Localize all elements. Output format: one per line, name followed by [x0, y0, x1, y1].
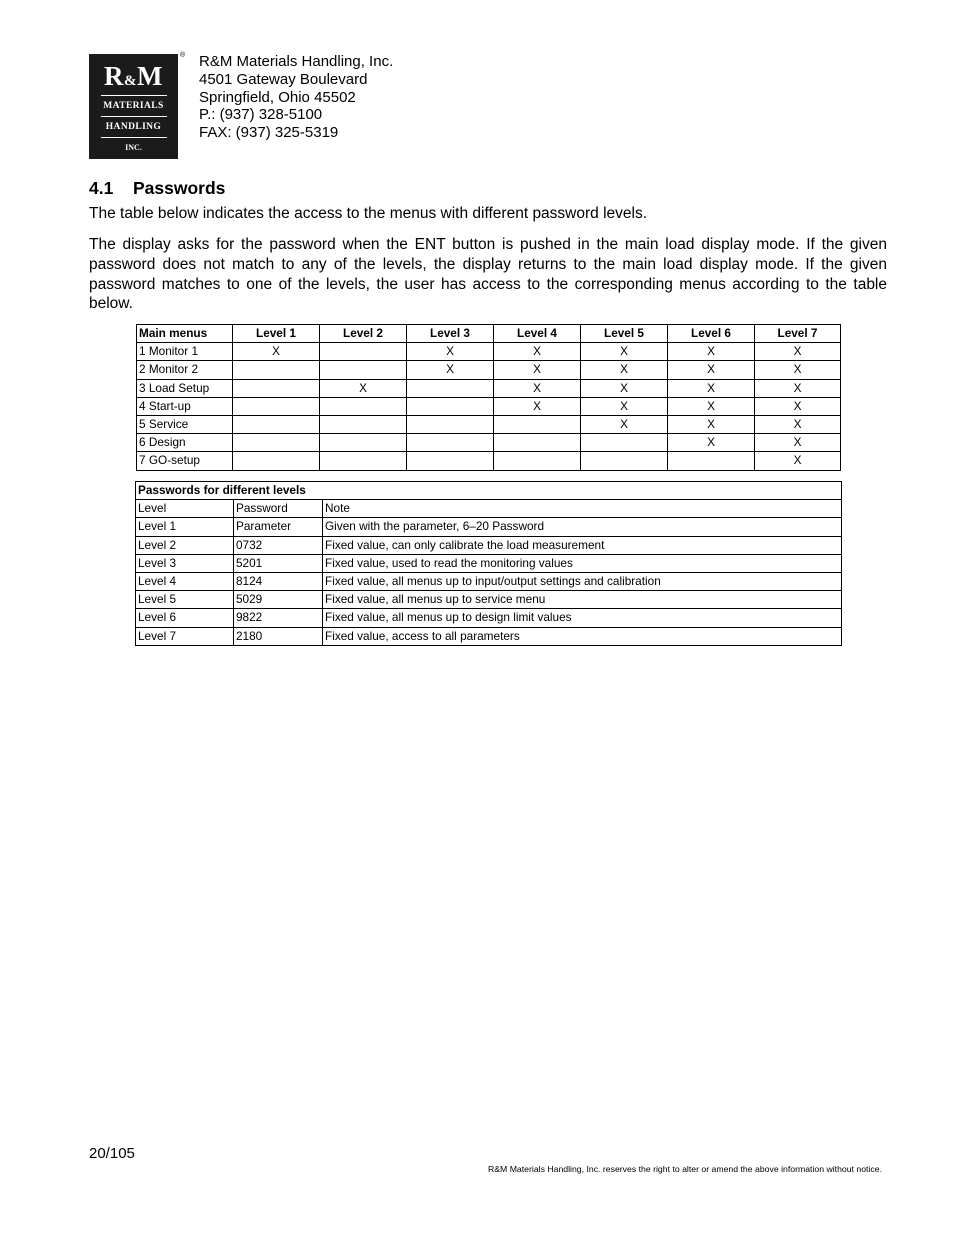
column-header: Level 6: [668, 325, 755, 343]
access-cell: X: [494, 379, 581, 397]
table-row: [136, 591, 842, 609]
access-cell: [407, 452, 494, 470]
level-cell: Level 6: [136, 609, 234, 627]
menu-name-cell: 2 Monitor 2: [137, 361, 233, 379]
access-cell: X: [668, 343, 755, 361]
access-cell: [320, 452, 407, 470]
level-cell: Level 1: [136, 518, 234, 536]
access-cell: X: [233, 343, 320, 361]
access-cell: X: [407, 343, 494, 361]
access-cell: X: [755, 434, 841, 452]
access-cell: X: [494, 397, 581, 415]
access-cell: X: [668, 397, 755, 415]
access-cell: X: [668, 361, 755, 379]
password-cell: 9822: [234, 609, 323, 627]
description-paragraph: The display asks for the password when the ENT button is pushed in the main load display mode. If the given password does not match to any of the levels, the display returns to the main load display mode. If the given password matches to one of the levels, the user has access to the corresponding menus according to the table below.: [89, 236, 887, 313]
note-cell: Fixed value, used to read the monitoring values: [323, 554, 842, 572]
table-row: [136, 554, 842, 572]
company-street: 4501 Gateway Boulevard: [199, 70, 368, 88]
access-cell: [320, 361, 407, 379]
menu-name-cell: 6 Design: [137, 434, 233, 452]
note-cell: Fixed value, all menus up to input/output settings and calibration: [323, 572, 842, 590]
note-cell: Fixed value, all menus up to design limit values: [323, 609, 842, 627]
access-cell: X: [668, 434, 755, 452]
access-cell: X: [407, 361, 494, 379]
access-cell: [320, 434, 407, 452]
column-header: Note: [323, 500, 842, 518]
access-cell: [320, 397, 407, 415]
table-row: [137, 434, 841, 452]
access-cell: [320, 343, 407, 361]
table-row: [137, 379, 841, 397]
column-header: Level 7: [755, 325, 841, 343]
column-header: Password: [234, 500, 323, 518]
note-cell: Fixed value, can only calibrate the load measurement: [323, 536, 842, 554]
password-cell: 5029: [234, 591, 323, 609]
menu-name-cell: 4 Start-up: [137, 397, 233, 415]
table-row: [136, 518, 842, 536]
level-cell: Level 5: [136, 591, 234, 609]
access-cell: X: [581, 343, 668, 361]
table-header-row: [136, 500, 842, 518]
level-cell: Level 4: [136, 572, 234, 590]
menu-access-table: [136, 324, 841, 471]
password-cell: Parameter: [234, 518, 323, 536]
access-cell: X: [494, 343, 581, 361]
note-cell: Fixed value, all menus up to service menu: [323, 591, 842, 609]
access-cell: X: [755, 379, 841, 397]
password-cell: 2180: [234, 627, 323, 645]
access-cell: [407, 379, 494, 397]
table-row: [137, 361, 841, 379]
footer-disclaimer: R&M Materials Handling, Inc. reserves the right to alter or amend the above information without notice.: [487, 1164, 882, 1174]
logo-divider: [101, 95, 167, 96]
note-cell: Given with the parameter, 6–20 Password: [323, 518, 842, 536]
table-row: [136, 627, 842, 645]
access-cell: X: [755, 343, 841, 361]
access-cell: [407, 397, 494, 415]
logo-inc: INC.: [125, 143, 142, 152]
section-heading: [89, 178, 225, 199]
menu-name-cell: 5 Service: [137, 415, 233, 433]
section-number: 4.1: [89, 178, 114, 198]
access-cell: [320, 415, 407, 433]
company-address: [199, 53, 393, 142]
access-cell: [668, 452, 755, 470]
access-cell: [494, 452, 581, 470]
access-cell: X: [755, 452, 841, 470]
level-cell: Level 7: [136, 627, 234, 645]
table-row: [137, 415, 841, 433]
table-row: [136, 609, 842, 627]
access-cell: X: [581, 397, 668, 415]
column-header: Level 2: [320, 325, 407, 343]
access-cell: X: [755, 361, 841, 379]
company-name: R&M Materials Handling, Inc.: [199, 53, 394, 70]
access-cell: X: [755, 397, 841, 415]
access-cell: X: [755, 415, 841, 433]
access-cell: [233, 379, 320, 397]
company-fax: FAX: (937) 325-5319: [199, 124, 339, 142]
access-cell: X: [581, 361, 668, 379]
company-logo: [89, 54, 178, 159]
access-cell: [233, 415, 320, 433]
logo-divider: [101, 116, 167, 117]
access-cell: X: [581, 379, 668, 397]
column-header: Main menus: [137, 325, 233, 343]
password-cell: 8124: [234, 572, 323, 590]
level-cell: Level 3: [136, 554, 234, 572]
logo-wordmark: R&M: [104, 61, 163, 91]
access-cell: [407, 434, 494, 452]
menu-name-cell: 1 Monitor 1: [137, 343, 233, 361]
note-cell: Fixed value, access to all parameters: [323, 627, 842, 645]
access-cell: [407, 415, 494, 433]
access-cell: X: [320, 379, 407, 397]
access-cell: X: [668, 379, 755, 397]
table-row: [137, 343, 841, 361]
company-city: Springfield, Ohio 45502: [199, 88, 356, 106]
section-title: Passwords: [133, 178, 226, 198]
password-levels-table: [135, 481, 842, 646]
table-row: [136, 536, 842, 554]
column-header: Level: [136, 500, 234, 518]
page-number: 20/105: [89, 1145, 135, 1162]
table-row: [136, 572, 842, 590]
access-cell: [233, 361, 320, 379]
column-header: Level 1: [233, 325, 320, 343]
column-header: Level 5: [581, 325, 668, 343]
logo-divider: [101, 137, 167, 138]
table-title: Passwords for different levels: [136, 482, 842, 500]
access-cell: [581, 452, 668, 470]
company-phone: P.: (937) 328-5100: [199, 106, 323, 124]
access-cell: [233, 397, 320, 415]
table-row: [137, 452, 841, 470]
registered-mark: ®: [180, 52, 186, 59]
access-cell: X: [494, 361, 581, 379]
table-title-row: [136, 482, 842, 500]
menu-name-cell: 3 Load Setup: [137, 379, 233, 397]
password-cell: 0732: [234, 536, 323, 554]
access-cell: X: [668, 415, 755, 433]
access-cell: [494, 415, 581, 433]
level-cell: Level 2: [136, 536, 234, 554]
access-cell: X: [581, 415, 668, 433]
table-header-row: [137, 325, 841, 343]
menu-name-cell: 7 GO-setup: [137, 452, 233, 470]
intro-paragraph: The table below indicates the access to the menus with different password levels.: [89, 205, 648, 222]
access-cell: [494, 434, 581, 452]
access-cell: [581, 434, 668, 452]
password-cell: 5201: [234, 554, 323, 572]
logo-handling: HANDLING: [105, 122, 162, 132]
column-header: Level 3: [407, 325, 494, 343]
access-cell: [233, 434, 320, 452]
logo-materials: MATERIALS: [103, 101, 164, 111]
column-header: Level 4: [494, 325, 581, 343]
table-row: [137, 397, 841, 415]
access-cell: [233, 452, 320, 470]
